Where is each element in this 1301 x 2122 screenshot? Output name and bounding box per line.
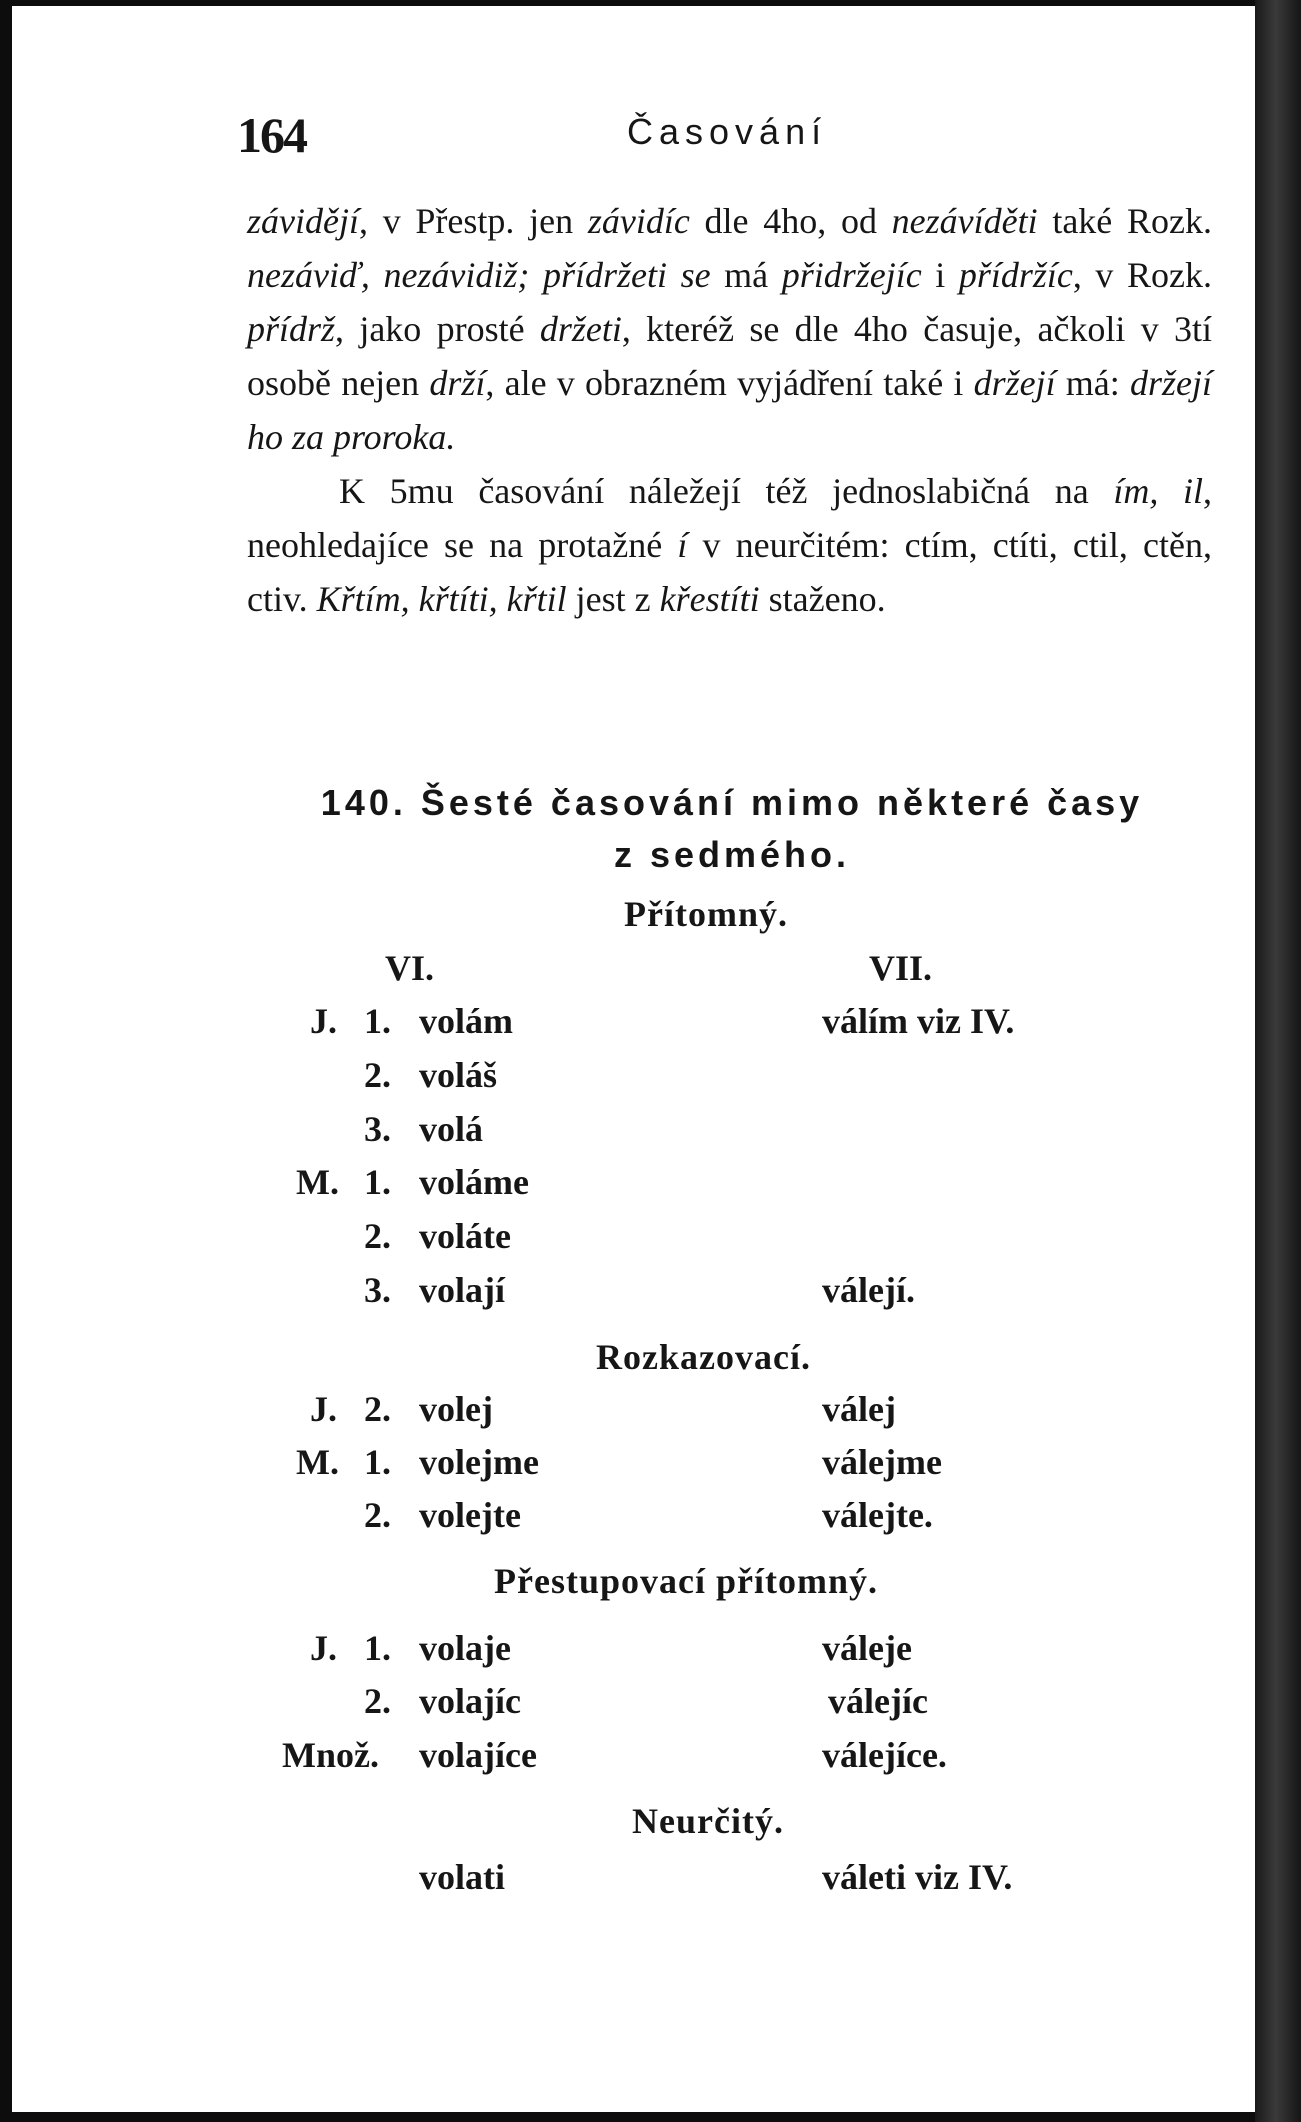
- text: dle 4ho, od: [689, 201, 892, 241]
- body-text: [247, 194, 1212, 626]
- text: , kteréž se dle 4ho časuje, ačkoli v 3tí osobě nejen: [247, 309, 1212, 403]
- column-header-vi: VI.: [385, 948, 435, 988]
- form-vi: volajíce: [419, 1735, 537, 1775]
- person-label: 1.: [364, 1628, 391, 1668]
- paragraph-fifth-conjugation: [247, 464, 1212, 626]
- text: , neohledajíce se na protažné: [247, 471, 1212, 565]
- text: má:: [1055, 363, 1130, 403]
- text-italic: ím, il: [1113, 471, 1203, 511]
- form-vi: voláš: [419, 1055, 498, 1095]
- text: má: [710, 255, 782, 295]
- infinitive-vii: váleti viz IV.: [822, 1857, 1013, 1897]
- form-vi: volej: [419, 1389, 493, 1429]
- text: K 5mu časování náležejí též jednoslabičná na: [339, 471, 1114, 511]
- text-italic: přidržejíc: [781, 255, 922, 295]
- person-label: 3.: [364, 1270, 391, 1310]
- person-label: 3.: [364, 1109, 391, 1149]
- text-italic: přídrž: [247, 309, 336, 349]
- text-italic: í: [677, 525, 688, 565]
- running-title: Časování: [627, 111, 828, 152]
- form-vii: váleje: [822, 1628, 912, 1668]
- number-label: Množ.: [282, 1735, 379, 1775]
- text-italic: drží: [429, 363, 486, 403]
- form-vi: volejte: [419, 1495, 521, 1535]
- text-italic: nezávíděti: [891, 201, 1038, 241]
- form-vi: volá: [419, 1109, 484, 1149]
- person-label: 1.: [364, 1001, 391, 1041]
- number-label: M.: [296, 1442, 339, 1482]
- person-label: 2.: [364, 1055, 391, 1095]
- section-heading-line2: z sedmého.: [613, 834, 851, 875]
- text: v neurčitém: ctím, ctíti, ctil, ctěn, ctiv.: [247, 525, 1212, 619]
- text-italic: držejí ho za proroka.: [247, 363, 1213, 457]
- form-vii: válejíc: [828, 1681, 928, 1721]
- present-heading: Přítomný.: [624, 894, 788, 934]
- form-vi: volajíc: [419, 1681, 521, 1721]
- text-italic: držeti: [539, 309, 622, 349]
- page-number: 164: [237, 107, 306, 163]
- book-page: [12, 6, 1255, 2112]
- number-label: J.: [310, 1001, 337, 1041]
- text: , v Přestp. jen: [358, 201, 588, 241]
- person-label: 1.: [364, 1162, 391, 1202]
- text-italic: nezáviď, nezávidiž; přídržeti se: [247, 255, 711, 295]
- text-italic: držejí: [973, 363, 1056, 403]
- text-italic: závidíc: [587, 201, 690, 241]
- form-vi: voláte: [419, 1216, 511, 1256]
- text: i: [921, 255, 959, 295]
- section-heading: [267, 777, 1197, 881]
- paragraph-continuation: [247, 194, 1212, 464]
- form-vii: válejme: [822, 1442, 942, 1482]
- text: také Rozk.: [1037, 201, 1212, 241]
- person-label: 1.: [364, 1442, 391, 1482]
- book-gutter: [1255, 0, 1301, 2122]
- imperative-heading: Rozkazovací.: [596, 1337, 811, 1377]
- text-italic: Křtím, křtíti, křtil: [316, 579, 567, 619]
- form-vii: válej: [822, 1389, 896, 1429]
- infinitive-heading: Neurčitý.: [632, 1801, 784, 1841]
- column-header-vii: VII.: [869, 948, 933, 988]
- form-vii: válejte.: [822, 1495, 933, 1535]
- number-label: J.: [310, 1389, 337, 1429]
- form-vi: volaje: [419, 1628, 511, 1668]
- form-vii: válejí.: [822, 1270, 915, 1310]
- form-vi: volám: [419, 1001, 513, 1041]
- form-vi: volejme: [419, 1442, 539, 1482]
- section-heading-line1: 140. Šesté časování mimo některé časy: [320, 782, 1144, 823]
- text-italic: závidějí: [247, 201, 359, 241]
- page-header: [237, 106, 857, 166]
- number-label: M.: [296, 1162, 339, 1202]
- text-italic: křestíti: [659, 579, 760, 619]
- text: , jako prosté: [335, 309, 540, 349]
- form-vi: volají: [419, 1270, 505, 1310]
- text: staženo.: [759, 579, 886, 619]
- form-vii: válím viz IV.: [822, 1001, 1015, 1041]
- text: , ale v obrazném vyjádření také i: [485, 363, 974, 403]
- text: jest z: [566, 579, 660, 619]
- infinitive-vi: volati: [419, 1857, 505, 1897]
- number-label: J.: [310, 1628, 337, 1668]
- form-vi: voláme: [419, 1162, 529, 1202]
- person-label: 2.: [364, 1216, 391, 1256]
- form-vii: válejíce.: [822, 1735, 947, 1775]
- person-label: 2.: [364, 1495, 391, 1535]
- person-label: 2.: [364, 1389, 391, 1429]
- text-italic: přídržíc: [958, 255, 1073, 295]
- text: , v Rozk.: [1072, 255, 1212, 295]
- person-label: 2.: [364, 1681, 391, 1721]
- transgressive-heading: Přestupovací přítomný.: [494, 1561, 878, 1601]
